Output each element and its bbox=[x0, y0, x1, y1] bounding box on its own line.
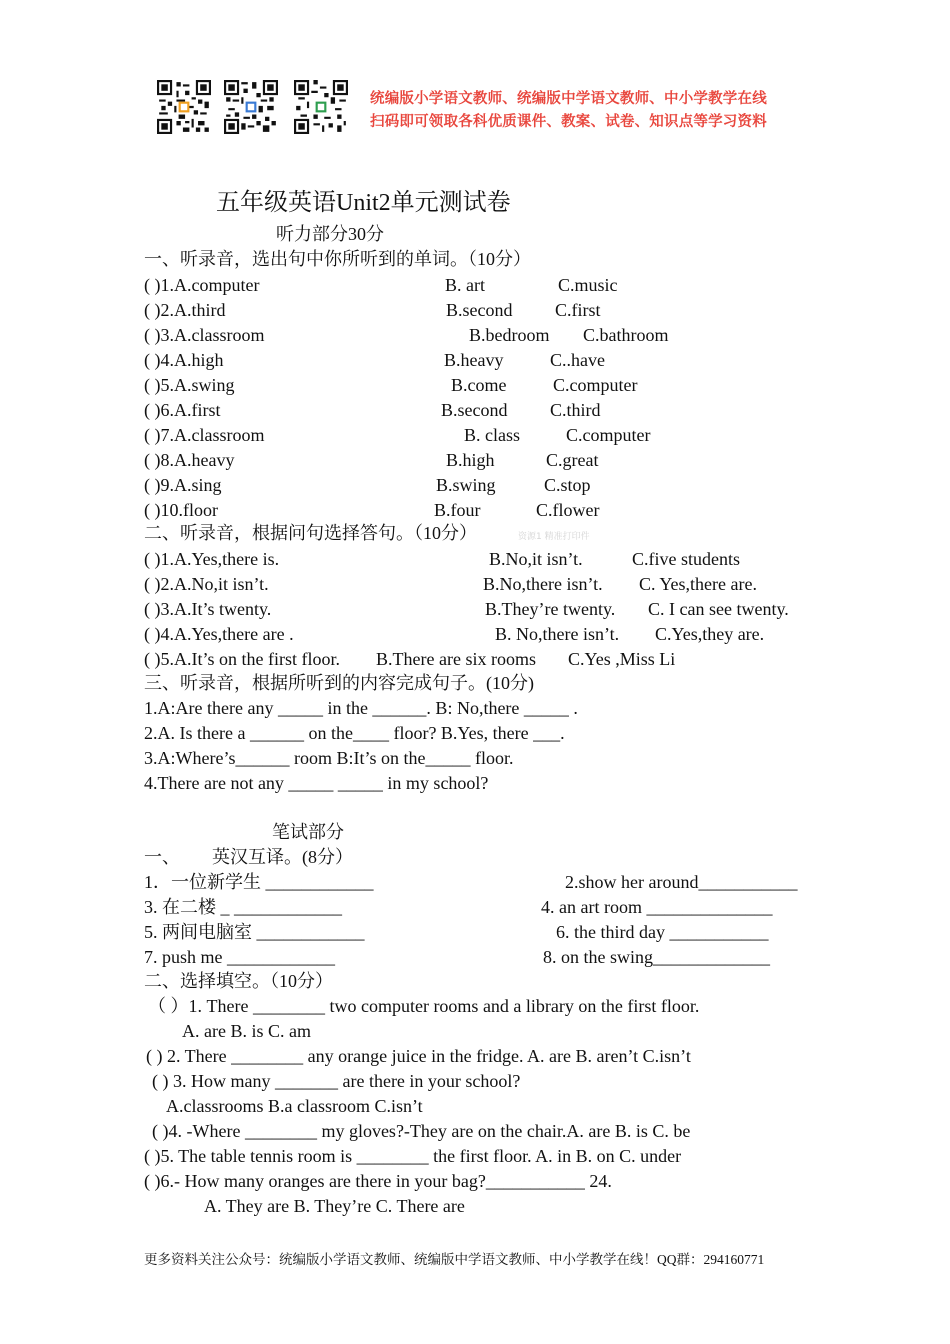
answer-choice-cell: B.No,it isn’t. bbox=[489, 549, 583, 569]
written-heading: 笔试部分 bbox=[272, 822, 344, 842]
word-choice-cell: C.great bbox=[546, 450, 599, 470]
word-choice-cell: C.computer bbox=[566, 425, 651, 445]
qr-code-icon[interactable] bbox=[224, 80, 278, 134]
word-choice-cell: ( )5.A.swing bbox=[144, 375, 235, 395]
word-choice-cell: C.music bbox=[558, 275, 618, 295]
translation-cell: 4. an art room ______________ bbox=[541, 897, 773, 917]
choice-line-5: ( )5. The table tennis room is ________ the first floor. A. in B. on C. under bbox=[144, 1146, 682, 1166]
word-choice-cell: B. art bbox=[445, 275, 485, 295]
translation-cell: 7. push me ____________ bbox=[144, 947, 335, 967]
answer-choice-cell: B.No,there isn’t. bbox=[483, 574, 603, 594]
promo-line-2: 扫码即可领取各科优质课件、教案、试卷、知识点等学习资料 bbox=[370, 114, 767, 130]
answer-choice-cell: ( )4.A.Yes,there are . bbox=[144, 624, 294, 644]
word-choice-cell: ( )9.A.sing bbox=[144, 475, 222, 495]
translation-cell: 3. 在二楼 _ ____________ bbox=[144, 897, 342, 917]
answer-choice-cell: C. I can see twenty. bbox=[648, 599, 789, 619]
word-choice-cell: B.four bbox=[434, 500, 481, 520]
section-1-heading: 一、听录音，选出句中你所听到的单词。（10分） bbox=[144, 249, 531, 269]
word-choice-cell: ( )1.A.computer bbox=[144, 275, 260, 295]
word-choice-cell: ( )7.A.classroom bbox=[144, 425, 265, 445]
word-choice-cell: ( )6.A.first bbox=[144, 400, 221, 420]
translation-cell: 2.show her around___________ bbox=[565, 872, 798, 892]
word-choice-cell: B.high bbox=[446, 450, 495, 470]
word-choice-cell: B.swing bbox=[436, 475, 496, 495]
answer-choice-cell: B. No,there isn’t. bbox=[495, 624, 620, 644]
answer-choice-cell: C.five students bbox=[632, 549, 740, 569]
translation-cell: 8. on the swing_____________ bbox=[543, 947, 770, 967]
answer-choice-cell: ( )2.A.No,it isn’t. bbox=[144, 574, 269, 594]
choice-line-4: ( )4. -Where ________ my gloves?-They are on the chair.A. are B. is C. be bbox=[152, 1121, 691, 1141]
word-choice-cell: C..have bbox=[550, 350, 605, 370]
fill-line-1: 1.A:Are there any _____ in the ______. B: No,there _____ . bbox=[144, 698, 578, 718]
translation-cell: 1．一位新学生 ____________ bbox=[144, 872, 374, 892]
word-choice-cell: B.heavy bbox=[444, 350, 504, 370]
word-choice-cell: B.come bbox=[451, 375, 507, 395]
word-choice-cell: ( )3.A.classroom bbox=[144, 325, 265, 345]
choice-line-6: ( )6.- How many oranges are there in your bag?___________ 24. bbox=[144, 1171, 612, 1191]
written-2-heading: 二、选择填空。（10分） bbox=[144, 971, 333, 991]
word-choice-cell: C.computer bbox=[553, 375, 638, 395]
fill-line-4: 4.There are not any _____ _____ in my school? bbox=[144, 773, 489, 793]
choice-options-1: A. are B. is C. am bbox=[182, 1021, 311, 1041]
word-choice-cell: B.second bbox=[446, 300, 513, 320]
fill-line-3: 3.A:Where’s______ room B:It’s on the_____ floor. bbox=[144, 748, 514, 768]
word-choice-cell: ( )4.A.high bbox=[144, 350, 224, 370]
word-choice-cell: C.bathroom bbox=[583, 325, 669, 345]
promo-line-1: 统编版小学语文教师、统编版中学语文教师、中小学教学在线 bbox=[370, 91, 767, 107]
fill-line-2: 2.A. Is there a ______ on the____ floor? B.Yes, there ___. bbox=[144, 723, 565, 743]
choice-line-1: （ ）1. There ________ two computer rooms and a library on the first floor. bbox=[148, 996, 700, 1016]
word-choice-cell: C.flower bbox=[536, 500, 600, 520]
qr-code-icon[interactable] bbox=[294, 80, 348, 134]
answer-choice-cell: ( )1.A.Yes,there is. bbox=[144, 549, 280, 569]
choice-line-3: ( ) 3. How many _______ are there in your school? bbox=[152, 1071, 521, 1091]
translation-cell: 6. the third day ___________ bbox=[556, 922, 769, 942]
word-choice-cell: B. class bbox=[464, 425, 520, 445]
word-choice-cell: ( )10.floor bbox=[144, 500, 218, 520]
word-choice-cell: C.third bbox=[550, 400, 601, 420]
choice-options-3: A.classrooms B.a classroom C.isn’t bbox=[166, 1096, 423, 1116]
answer-choice-cell: C. Yes,there are. bbox=[639, 574, 757, 594]
answer-choice-cell: C.Yes,they are. bbox=[655, 624, 765, 644]
answer-choice-cell: B.There are six rooms bbox=[376, 649, 536, 669]
page-title: 五年级英语Unit2单元测试卷 bbox=[216, 190, 511, 216]
faint-watermark-text: 资源1 精准打印件 bbox=[518, 532, 590, 542]
answer-choice-cell: B.They’re twenty. bbox=[485, 599, 616, 619]
answer-choice-cell: ( )5.A.It’s on the first floor. bbox=[144, 649, 340, 669]
word-choice-cell: B.bedroom bbox=[469, 325, 550, 345]
choice-options-6: A. They are B. They’re C. There are bbox=[204, 1196, 465, 1216]
written-1-heading-num: 一、 bbox=[144, 847, 180, 867]
choice-line-2: ( ) 2. There ________ any orange juice in the fridge. A. are B. aren’t C.isn’t bbox=[146, 1046, 691, 1066]
qr-code-icon[interactable] bbox=[157, 80, 211, 134]
word-choice-cell: ( )2.A.third bbox=[144, 300, 226, 320]
translation-cell: 5. 两间电脑室 ____________ bbox=[144, 922, 365, 942]
word-choice-cell: B.second bbox=[441, 400, 508, 420]
listening-heading: 听力部分30分 bbox=[276, 224, 384, 244]
section-3-heading: 三、听录音，根据所听到的内容完成句子。(10分) bbox=[144, 673, 534, 693]
section-2-heading: 二、听录音，根据问句选择答句。（10分） bbox=[144, 523, 477, 543]
answer-choice-cell: ( )3.A.It’s twenty. bbox=[144, 599, 272, 619]
footer-text: 更多资料关注公众号：统编版小学语文教师、统编版中学语文教师、中小学教学在线！QQ群：294160771 bbox=[144, 1252, 765, 1267]
word-choice-cell: C.first bbox=[555, 300, 601, 320]
word-choice-cell: ( )8.A.heavy bbox=[144, 450, 235, 470]
word-choice-cell: C.stop bbox=[544, 475, 591, 495]
written-1-heading-text: 英汉互译。(8分） bbox=[212, 847, 353, 867]
answer-choice-cell: C.Yes ,Miss Li bbox=[568, 649, 676, 669]
